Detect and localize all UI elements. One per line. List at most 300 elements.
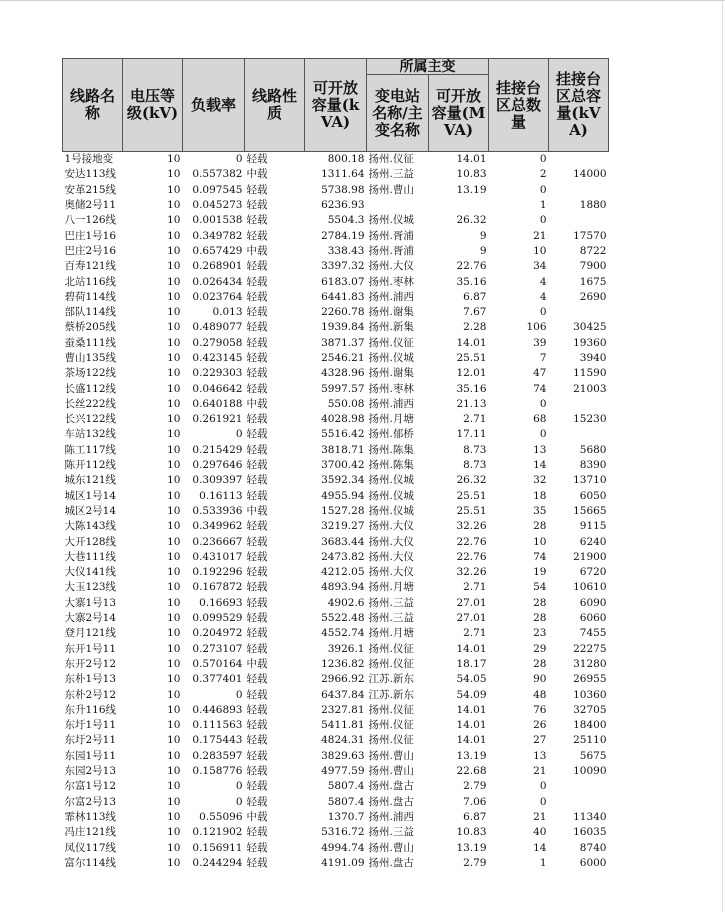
cell-open-capacity-mva: 10.83 (456, 826, 487, 839)
cell-line-nature: 轻载 (246, 229, 268, 242)
cell-voltage: 10 (167, 397, 181, 410)
cell-voltage: 10 (167, 229, 181, 242)
cell-line-name: 东园2号13 (64, 765, 117, 778)
cell-line-nature: 轻载 (246, 428, 268, 441)
spreadsheet-page (62, 58, 609, 871)
cell-substation: 扬州.仪征 (368, 734, 414, 747)
cell-area-count: 21 (533, 229, 547, 242)
cell-area-capacity: 2690 (579, 290, 607, 303)
table-row (63, 764, 609, 779)
cell-load-rate: 0.268901 (192, 260, 243, 273)
cell-substation: 扬州.月塘 (368, 581, 414, 594)
table-row (63, 856, 609, 871)
cell-area-count: 0 (539, 153, 547, 166)
cell-voltage: 10 (167, 841, 181, 854)
cell-area-capacity: 6240 (579, 535, 607, 548)
cell-voltage: 10 (167, 428, 181, 441)
cell-open-capacity-kva: 5504.3 (327, 214, 365, 227)
cell-line-name: 东朴2号12 (64, 688, 117, 701)
cell-open-capacity-kva: 2260.78 (321, 306, 365, 319)
cell-line-name: 尔富1号12 (64, 780, 117, 793)
cell-substation: 扬州.仪城 (368, 489, 414, 502)
cell-line-name: 陈开112线 (64, 459, 117, 472)
cell-load-rate: 0.640188 (192, 397, 243, 410)
cell-load-rate: 0 (235, 153, 243, 166)
cell-open-capacity-kva: 338.43 (327, 244, 365, 257)
cell-open-capacity-kva: 550.08 (327, 397, 365, 410)
cell-area-count: 21 (533, 810, 547, 823)
cell-line-name: 奥储2号11 (64, 199, 117, 212)
cell-open-capacity-kva: 4977.59 (321, 765, 365, 778)
cell-open-capacity-mva: 22.68 (456, 765, 487, 778)
cell-substation: 扬州.曹山 (368, 749, 414, 762)
table-row (63, 840, 609, 855)
table-row (63, 198, 609, 213)
cell-open-capacity-mva: 25.51 (456, 489, 487, 502)
cell-open-capacity-mva: 9 (479, 244, 487, 257)
cell-open-capacity-kva: 4994.74 (321, 841, 365, 854)
table-row (63, 259, 609, 274)
cell-area-count: 28 (533, 657, 547, 670)
cell-load-rate: 0.657429 (192, 244, 243, 257)
cell-load-rate: 0.297646 (192, 459, 243, 472)
cell-voltage: 10 (167, 367, 181, 380)
header-area-count: 挂接台区总数量 (489, 59, 549, 152)
cell-load-rate: 0.236667 (192, 535, 243, 548)
cell-open-capacity-kva: 2966.92 (321, 673, 365, 686)
cell-area-capacity (549, 427, 609, 442)
cell-area-capacity (549, 183, 609, 198)
table-row (63, 473, 609, 488)
cell-area-count: 106 (526, 321, 547, 334)
cell-open-capacity-kva: 3871.37 (321, 336, 365, 349)
cell-voltage: 10 (167, 688, 181, 701)
cell-voltage: 10 (167, 183, 181, 196)
cell-voltage: 10 (167, 581, 181, 594)
cell-line-name: 霏林113线 (64, 810, 117, 823)
cell-line-nature: 轻载 (246, 520, 268, 533)
cell-line-name: 巴庄2号16 (64, 244, 117, 257)
cell-load-rate: 0.158776 (192, 765, 243, 778)
table-row (63, 228, 609, 243)
cell-area-count: 1 (539, 199, 547, 212)
cell-area-capacity: 8390 (579, 459, 607, 472)
table-row (63, 672, 609, 687)
cell-line-name: 城区1号14 (64, 489, 117, 502)
cell-line-name: 东升116线 (64, 703, 117, 716)
cell-open-capacity-kva: 4191.09 (321, 856, 365, 869)
cell-area-capacity (549, 152, 609, 168)
cell-line-name: 东圩2号11 (64, 734, 117, 747)
cell-open-capacity-kva: 3829.63 (321, 749, 365, 762)
cell-line-nature: 轻载 (246, 627, 268, 640)
cell-open-capacity-mva: 2.71 (463, 627, 487, 640)
cell-open-capacity-kva: 6437.84 (321, 688, 365, 701)
cell-area-capacity: 31280 (573, 657, 607, 670)
cell-line-nature: 轻载 (246, 352, 268, 364)
cell-line-nature: 轻载 (246, 459, 268, 472)
cell-line-nature: 轻载 (246, 550, 268, 563)
cell-area-capacity: 5680 (579, 443, 607, 456)
cell-area-count: 14 (533, 459, 547, 472)
cell-area-capacity: 19360 (573, 336, 607, 349)
cell-line-nature: 轻载 (246, 214, 268, 227)
cell-voltage: 10 (167, 627, 181, 640)
cell-line-name: 凤仪117线 (64, 841, 117, 854)
cell-voltage: 10 (167, 657, 181, 670)
cell-open-capacity-kva: 2473.82 (321, 550, 365, 563)
cell-line-name: 八一126线 (64, 214, 117, 227)
cell-open-capacity-mva: 7.06 (463, 795, 487, 808)
cell-line-name: 大开128线 (64, 535, 117, 548)
header-line-name: 线路名称 (63, 59, 123, 152)
cell-area-count: 7 (539, 352, 547, 364)
cell-voltage: 10 (167, 474, 181, 487)
cell-open-capacity-kva: 3397.32 (321, 260, 365, 273)
table-row (63, 213, 609, 228)
cell-load-rate: 0.431017 (192, 550, 243, 563)
cell-open-capacity-mva: 14.01 (456, 719, 487, 732)
cell-line-nature: 轻载 (246, 183, 268, 196)
cell-line-nature: 轻载 (246, 321, 268, 334)
table-row (63, 825, 609, 840)
table-row (63, 183, 609, 198)
cell-substation: 扬州.谢集 (368, 367, 414, 380)
cell-load-rate: 0.533936 (192, 504, 243, 517)
cell-line-name: 冯庄121线 (64, 826, 117, 839)
cell-load-rate: 0.273107 (192, 642, 243, 655)
cell-area-capacity: 11340 (573, 810, 607, 823)
table-body (63, 152, 609, 871)
cell-area-count: 76 (533, 703, 547, 716)
cell-load-rate: 0.349962 (192, 520, 243, 533)
cell-area-count: 23 (533, 627, 547, 640)
cell-line-name: 长盛112线 (64, 382, 117, 395)
cell-line-name: 登月121线 (64, 627, 117, 640)
cell-open-capacity-mva: 14.01 (456, 336, 487, 349)
cell-load-rate: 0.377401 (192, 673, 243, 686)
cell-substation: 扬州.曹山 (368, 183, 414, 196)
cell-area-capacity: 8740 (579, 841, 607, 854)
cell-open-capacity-kva: 5411.81 (321, 719, 365, 732)
table-row (63, 366, 609, 381)
cell-line-name: 安达113线 (64, 168, 117, 181)
cell-open-capacity-mva: 35.16 (456, 382, 487, 395)
cell-open-capacity-mva: 25.51 (456, 352, 487, 364)
cell-area-count: 40 (533, 826, 547, 839)
cell-load-rate: 0 (235, 795, 243, 808)
table-row (63, 489, 609, 504)
cell-line-nature: 轻载 (246, 474, 268, 487)
cell-voltage: 10 (167, 199, 181, 212)
cell-substation: 扬州.月塘 (368, 413, 414, 426)
cell-area-capacity: 9115 (579, 520, 607, 533)
cell-open-capacity-mva: 14.01 (456, 153, 487, 166)
cell-substation: 扬州.三益 (368, 612, 414, 625)
cell-open-capacity-kva: 3818.71 (321, 443, 365, 456)
cell-area-capacity: 16035 (573, 826, 607, 839)
cell-open-capacity-kva: 3683.44 (321, 535, 365, 548)
table-row (63, 274, 609, 289)
cell-load-rate: 0.026434 (192, 275, 243, 288)
cell-line-name: 大寨1号13 (64, 596, 117, 609)
cell-area-capacity: 13710 (573, 474, 607, 487)
cell-area-capacity: 21900 (573, 550, 607, 563)
cell-load-rate: 0 (235, 780, 243, 793)
cell-load-rate: 0.045273 (192, 199, 243, 212)
cell-area-capacity: 6000 (579, 856, 607, 869)
cell-substation: 扬州.大仪 (368, 260, 414, 273)
cell-area-count: 26 (533, 719, 547, 732)
cell-open-capacity-kva: 3926.1 (327, 642, 365, 655)
cell-substation: 扬州.大仪 (368, 520, 414, 533)
cell-area-count: 0 (539, 428, 547, 441)
cell-area-count: 1 (539, 856, 547, 869)
cell-line-name: 蚕桑111线 (64, 336, 117, 349)
cell-line-name: 部队114线 (64, 306, 117, 319)
cell-substation: 扬州.仪城 (368, 214, 414, 227)
cell-open-capacity-mva: 17.11 (456, 428, 487, 441)
cell-area-count: 0 (539, 780, 547, 793)
table-row (63, 351, 609, 366)
cell-area-count: 0 (539, 397, 547, 410)
cell-load-rate: 0.167872 (192, 581, 243, 594)
cell-open-capacity-mva: 6.87 (463, 810, 487, 823)
table-row (63, 611, 609, 626)
cell-open-capacity-mva: 35.16 (456, 275, 487, 288)
table-row (63, 687, 609, 702)
cell-voltage: 10 (167, 382, 181, 395)
cell-area-capacity: 3940 (579, 352, 607, 364)
cell-substation: 扬州.大仪 (368, 566, 414, 579)
cell-open-capacity-kva: 6441.83 (321, 290, 365, 303)
cell-open-capacity-kva: 5522.48 (321, 612, 365, 625)
cell-voltage: 10 (167, 321, 181, 334)
cell-line-name: 蔡桥205线 (64, 321, 117, 334)
cell-line-nature: 中载 (246, 397, 268, 410)
cell-line-nature: 轻载 (246, 566, 268, 579)
cell-voltage: 10 (167, 642, 181, 655)
cell-line-nature: 轻载 (246, 413, 268, 426)
table-row (63, 504, 609, 519)
cell-voltage: 10 (167, 826, 181, 839)
cell-open-capacity-kva: 2784.19 (321, 229, 365, 242)
cell-area-capacity: 7900 (579, 260, 607, 273)
cell-load-rate: 0.16113 (199, 489, 243, 502)
table-row (63, 642, 609, 657)
cell-line-nature: 轻载 (246, 275, 268, 288)
cell-area-capacity: 15230 (573, 413, 607, 426)
cell-area-count: 32 (533, 474, 547, 487)
cell-voltage: 10 (167, 244, 181, 257)
cell-load-rate: 0.261921 (192, 413, 243, 426)
cell-area-capacity: 14000 (573, 168, 607, 181)
cell-load-rate: 0.557382 (192, 168, 243, 181)
cell-open-capacity-mva: 8.73 (463, 459, 487, 472)
cell-area-capacity: 11590 (573, 367, 607, 380)
cell-area-capacity (549, 794, 609, 809)
cell-line-nature: 轻载 (246, 856, 268, 869)
cell-voltage: 10 (167, 352, 181, 364)
cell-line-name: 东开2号12 (64, 657, 117, 670)
cell-load-rate: 0.121902 (192, 826, 243, 839)
cell-area-capacity: 26955 (573, 673, 607, 686)
cell-area-capacity: 6090 (579, 596, 607, 609)
header-voltage: 电压等级(kV) (123, 59, 183, 152)
cell-line-name: 东开1号11 (64, 642, 117, 655)
cell-area-count: 10 (533, 244, 547, 257)
header-load-rate: 负载率 (183, 59, 245, 152)
cell-open-capacity-mva: 18.17 (456, 657, 487, 670)
cell-open-capacity-mva: 26.32 (456, 214, 487, 227)
cell-substation: 扬州.月塘 (368, 627, 414, 640)
cell-voltage: 10 (167, 749, 181, 762)
cell-line-name: 富尔114线 (64, 856, 117, 869)
cell-area-count: 29 (533, 642, 547, 655)
cell-voltage: 10 (167, 153, 181, 166)
cell-load-rate: 0.192296 (192, 566, 243, 579)
cell-line-nature: 轻载 (246, 260, 268, 273)
cell-area-count: 47 (533, 367, 547, 380)
cell-line-name: 北站116线 (64, 275, 117, 288)
cell-line-nature: 轻载 (246, 642, 268, 655)
cell-line-nature: 轻载 (246, 367, 268, 380)
cell-substation: 扬州.浦西 (368, 810, 414, 823)
cell-voltage: 10 (167, 520, 181, 533)
cell-open-capacity-mva: 14.01 (456, 703, 487, 716)
table-row (63, 565, 609, 580)
cell-area-count: 39 (533, 336, 547, 349)
table-row (63, 810, 609, 825)
cell-area-count: 0 (539, 214, 547, 227)
cell-load-rate: 0.175443 (192, 734, 243, 747)
cell-open-capacity-mva: 21.13 (456, 397, 487, 410)
cell-substation: 扬州.胥浦 (368, 229, 414, 242)
table-row (63, 443, 609, 458)
cell-load-rate: 0.16693 (199, 596, 243, 609)
cell-voltage: 10 (167, 673, 181, 686)
cell-area-capacity: 21003 (573, 382, 607, 395)
cell-substation: 扬州.郁桥 (368, 428, 414, 441)
cell-area-count: 13 (533, 749, 547, 762)
cell-line-name: 碧荷114线 (64, 290, 117, 303)
cell-area-count: 4 (539, 275, 547, 288)
cell-line-nature: 轻载 (246, 199, 268, 212)
cell-open-capacity-mva: 13.19 (456, 183, 487, 196)
cell-line-nature: 轻载 (246, 673, 268, 686)
cell-load-rate: 0.099529 (192, 612, 243, 625)
cell-open-capacity-kva: 1236.82 (321, 657, 365, 670)
cell-voltage: 10 (167, 596, 181, 609)
cell-voltage: 10 (167, 566, 181, 579)
cell-substation: 扬州.仪征 (368, 719, 414, 732)
cell-substation: 扬州.浦西 (368, 397, 414, 410)
cell-substation: 江苏.新东 (368, 673, 414, 686)
cell-line-name: 茶场122线 (64, 367, 117, 380)
cell-load-rate: 0.001538 (192, 214, 243, 227)
cell-open-capacity-kva: 4902.6 (327, 596, 365, 609)
cell-line-name: 长兴122线 (64, 413, 117, 426)
cell-line-nature: 中载 (246, 657, 268, 670)
cell-substation: 扬州.仪征 (368, 642, 414, 655)
cell-line-name: 大寨2号14 (64, 612, 117, 625)
table-row (63, 381, 609, 396)
cell-line-nature: 轻载 (246, 489, 268, 502)
cell-line-name: 陈工117线 (64, 443, 117, 456)
table-row (63, 320, 609, 335)
table-row (63, 167, 609, 182)
header-line-nature: 线路性质 (245, 59, 305, 152)
cell-open-capacity-kva: 1939.84 (321, 321, 365, 334)
cell-open-capacity-mva: 27.01 (456, 612, 487, 625)
cell-open-capacity-kva: 1311.64 (321, 168, 365, 181)
cell-substation: 扬州.陈集 (368, 443, 414, 456)
cell-open-capacity-mva: 14.01 (456, 642, 487, 655)
cell-line-name: 大仪141线 (64, 566, 117, 579)
cell-substation: 扬州.曹山 (368, 841, 414, 854)
cell-line-name: 百寿121线 (64, 260, 117, 273)
cell-voltage: 10 (167, 504, 181, 517)
cell-load-rate: 0.489077 (192, 321, 243, 334)
cell-load-rate: 0.244294 (192, 856, 243, 869)
cell-area-capacity: 8722 (579, 244, 607, 257)
table-row (63, 580, 609, 595)
cell-area-count: 0 (539, 795, 547, 808)
cell-area-capacity: 6050 (579, 489, 607, 502)
cell-voltage: 10 (167, 719, 181, 732)
cell-area-capacity: 15665 (573, 504, 607, 517)
cell-line-nature: 轻载 (246, 826, 268, 839)
cell-open-capacity-mva: 12.01 (456, 367, 487, 380)
cell-area-count: 13 (533, 443, 547, 456)
cell-open-capacity-kva: 4028.98 (321, 413, 365, 426)
cell-open-capacity-kva: 5807.4 (327, 795, 365, 808)
table-row (63, 703, 609, 718)
header-open-capacity-kva: 可开放容量(kVA) (305, 59, 367, 152)
table-row (63, 794, 609, 809)
cell-open-capacity-mva: 2.28 (463, 321, 487, 334)
window-top-border (0, 0, 725, 1)
cell-area-capacity: 18400 (573, 719, 607, 732)
cell-area-count: 34 (533, 260, 547, 273)
cell-area-count: 10 (533, 535, 547, 548)
cell-line-nature: 轻载 (246, 596, 268, 609)
cell-load-rate: 0.097545 (192, 183, 243, 196)
cell-voltage: 10 (167, 795, 181, 808)
cell-line-nature: 中载 (246, 504, 268, 517)
cell-line-nature: 中载 (246, 168, 268, 181)
cell-substation: 扬州.仪城 (368, 474, 414, 487)
cell-area-count: 74 (533, 550, 547, 563)
cell-area-capacity: 10360 (573, 688, 607, 701)
cell-area-count: 21 (533, 765, 547, 778)
cell-area-count: 74 (533, 382, 547, 395)
cell-area-capacity: 5675 (579, 749, 607, 762)
cell-load-rate: 0.55096 (199, 810, 243, 823)
table-row (63, 626, 609, 641)
cell-open-capacity-mva: 32.26 (456, 520, 487, 533)
cell-line-nature: 轻载 (246, 581, 268, 594)
cell-substation: 扬州.枣林 (368, 275, 414, 288)
cell-area-count: 0 (539, 183, 547, 196)
cell-open-capacity-kva: 2327.81 (321, 703, 365, 716)
table-row (63, 412, 609, 427)
cell-voltage: 10 (167, 856, 181, 869)
cell-line-name: 城区2号14 (64, 504, 117, 517)
cell-area-capacity: 32705 (573, 703, 607, 716)
cell-substation: 扬州.三益 (368, 168, 414, 181)
cell-voltage: 10 (167, 413, 181, 426)
